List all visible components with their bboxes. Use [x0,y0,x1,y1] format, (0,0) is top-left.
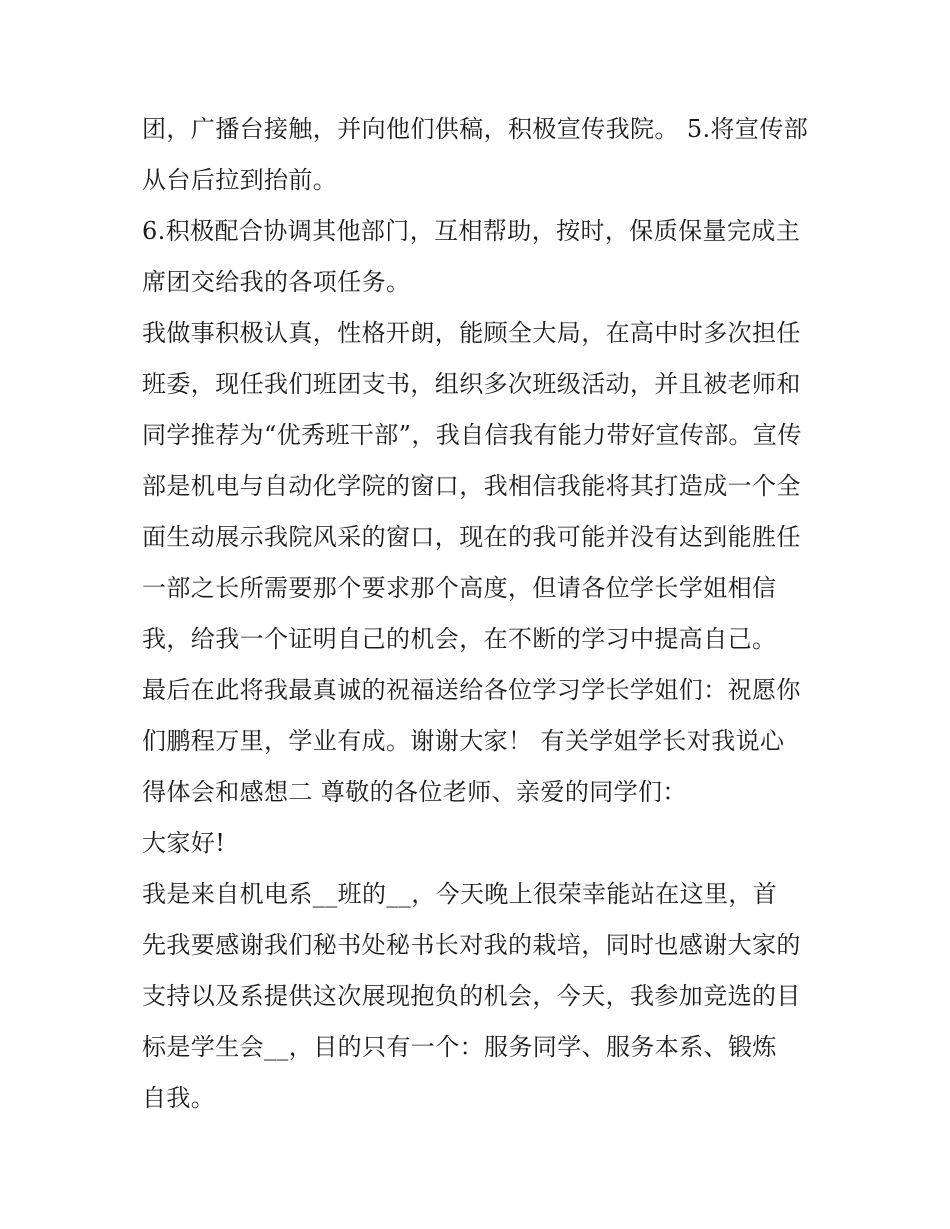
text-line: 6.积极配合协调其他部门，互相帮助，按时，保质保量完成主 [142,217,801,245]
text-line: 们鹏程万里，学业有成。谢谢大家！ 有关学姐学长对我说心 [142,727,785,755]
text-line: 团，广播台接触，并向他们供稿，积极宣传我院。 5.将宣传部 [142,115,809,143]
text-line: 同学推荐为“优秀班干部”，我自信我有能力带好宣传部。宣传 [142,421,802,449]
text-line: 我做事积极认真，性格开朗，能顾全大局，在高中时多次担任 [142,319,801,347]
text-line: 面生动展示我院风采的窗口，现在的我可能并没有达到能胜任 [142,523,801,551]
text-line: 部是机电与自动化学院的窗口，我相信我能将其打造成一个全 [142,472,801,500]
text-line: 得体会和感想二 尊敬的各位老师、亲爱的同学们： [142,778,687,806]
text-line: 班委，现任我们班团支书，组织多次班级活动，并且被老师和 [142,370,801,398]
text-line: 大家好! [142,829,226,857]
text-line: 先我要感谢我们秘书处秘书长对我的栽培，同时也感谢大家的 [142,931,801,959]
text-line: 标是学生会__，目的只有一个：服务同学、服务本系、锻炼 [142,1033,777,1061]
text-line: 最后在此将我最真诚的祝福送给各位学习学长学姐们：祝愿你 [142,676,801,704]
text-line: 席团交给我的各项任务。 [142,268,411,296]
text-line: 从台后拉到抬前。 [142,166,338,194]
text-line: 自我。 [142,1084,216,1112]
text-line: 一部之长所需要那个要求那个高度，但请各位学长学姐相信 [142,574,777,602]
text-line: 支持以及系提供这次展现抱负的机会，今天，我参加竞选的目 [142,982,801,1010]
text-line: 我，给我一个证明自己的机会，在不断的学习中提高自己。 [142,625,777,653]
text-line: 我是来自机电系__班的__，今天晚上很荣幸能站在这里，首 [142,880,778,908]
